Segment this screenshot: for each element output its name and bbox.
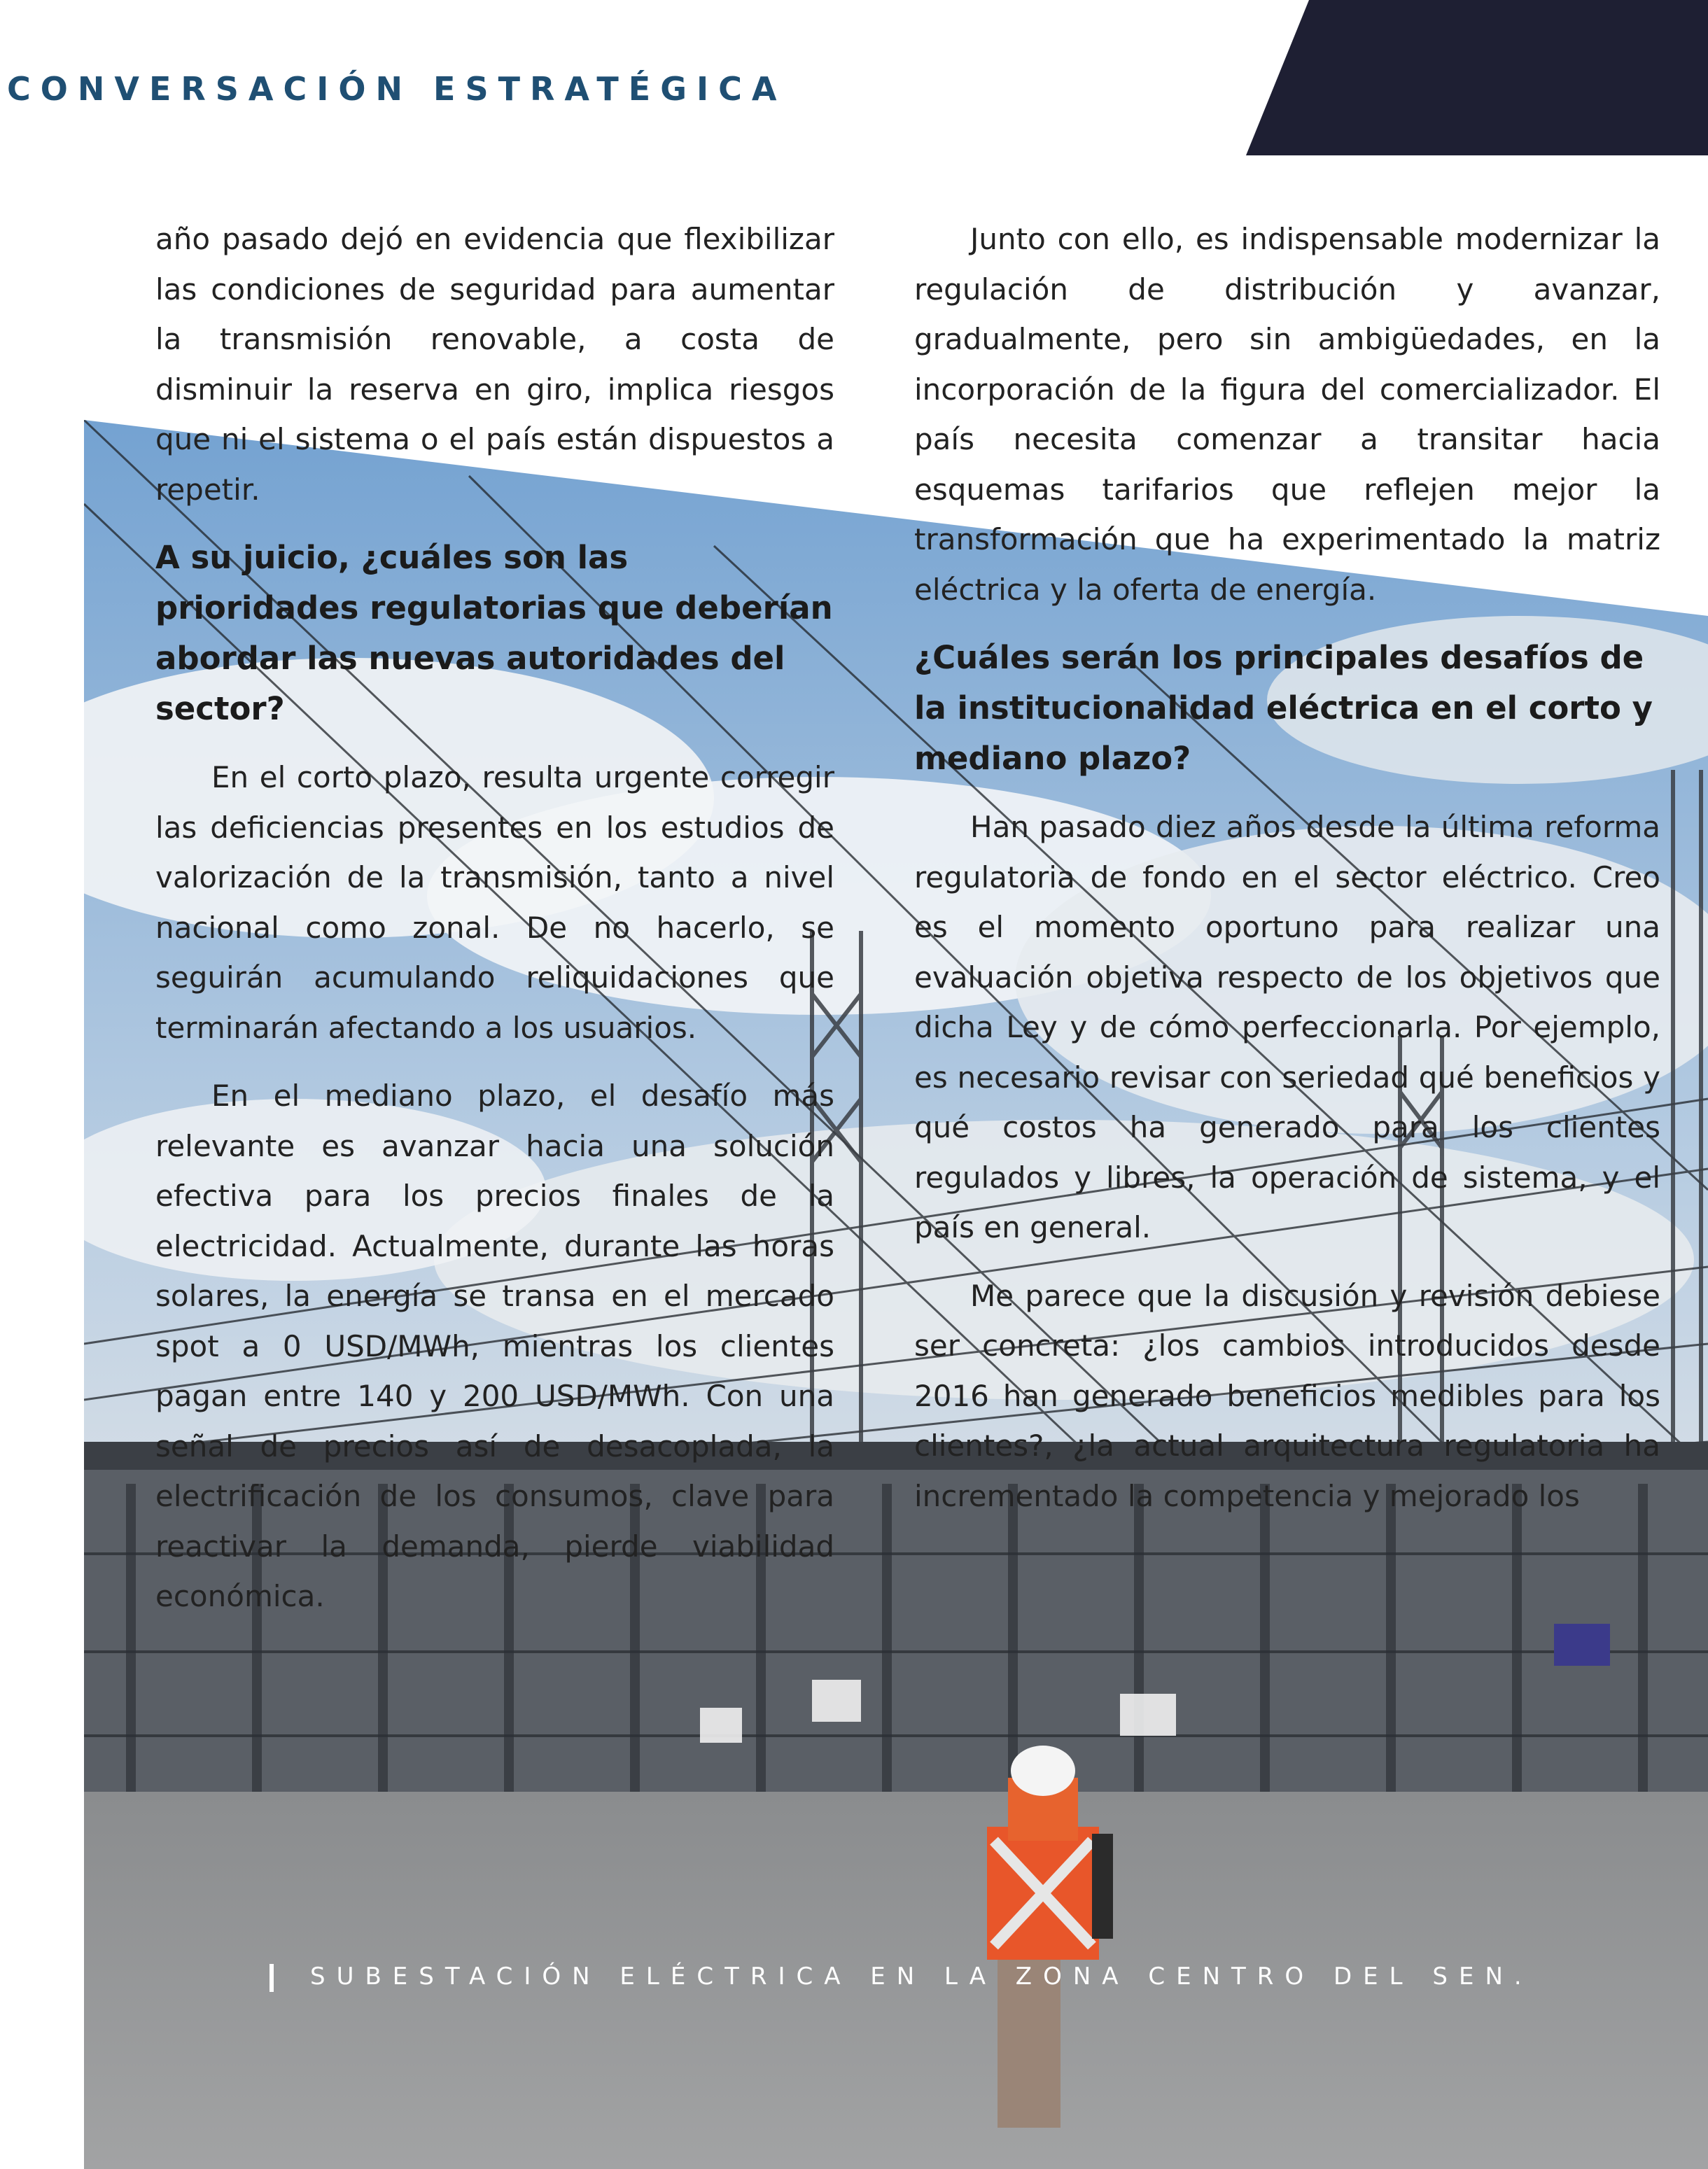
right-paragraph-1: Junto con ello, es indispensable modernizar la regulación de distribución y avanzar, gradualmente, pero sin ambigüedades, en la incorporación de la figura del comercializador. El país necesita comenzar a transitar hacia esquemas tarifarios que reflejen mejor la transformación que ha experimentado la matriz eléctrica y la oferta de energía. <box>914 222 1660 607</box>
question-heading-1: A su juicio, ¿cuáles son las prioridades regulatorias que deberían abordar las nuevas autoridades del sector? <box>155 539 833 727</box>
caption-bar <box>270 1964 274 1992</box>
right-paragraph-3: Me parece que la discusión y revisión debiese ser concreta: ¿los cambios introducidos desde 2016 han generado beneficios medibles para los clientes?, ¿la actual arquitectura regulatoria ha incrementado la competencia y mejorado los <box>914 1278 1660 1513</box>
left-paragraph-3: En el mediano plazo, el desafío más relevante es avanzar hacia una solución efectiva para los precios finales de la electricidad. Actualmente, durante las horas solares, la energía se transa en el mercado spot a 0 USD/MWh, mientras los clientes pagan entre 140 y 200 USD/MWh. Con una señal de precios así de desacoplada, la electrificación de los consumos, clave para reactivar la demanda, pierde viabilidad económica. <box>155 1079 834 1613</box>
right-paragraph-2: Han pasado diez años desde la última reforma regulatoria de fondo en el sector eléctrico. Creo es el momento oportuno para realizar una evaluación objetiva respecto de los objetivos que dicha Ley y de cómo perfeccionarla. Por ejemplo, es necesario revisar con seriedad qué beneficios y qué costos ha generado para los clientes regulados y libres, la operación de sistema, y el país en general. <box>914 810 1660 1244</box>
caption-text: SUBESTACIÓN ELÉCTRICA EN LA ZONA CENTRO DEL SEN. <box>310 1963 1533 1991</box>
left-paragraph-2: En el corto plazo, resulta urgente corregir las deficiencias presentes en los estudios de valorización de la transmisión, tanto a nivel nacional como zonal. De no hacerlo, se seguirán acumulando reliquidaciones que terminarán afectando a los usuarios. <box>155 760 834 1045</box>
right-column <box>914 214 1660 1539</box>
left-paragraph-1: año pasado dejó en evidencia que flexibilizar las condiciones de seguridad para aumentar la transmisión renovable, a costa de disminuir la reserva en giro, implica riesgos que ni el sistema o el país están dispuestos a repetir. <box>155 222 834 507</box>
left-column <box>155 214 834 1640</box>
section-title: CONVERSACIÓN ESTRATÉGICA <box>7 70 787 108</box>
corner-accent <box>1246 0 1708 155</box>
photo-caption <box>270 1963 1533 1992</box>
question-heading-2: ¿Cuáles serán los principales desafíos de la institucionalidad eléctrica en el corto y mediano plazo? <box>914 639 1653 777</box>
